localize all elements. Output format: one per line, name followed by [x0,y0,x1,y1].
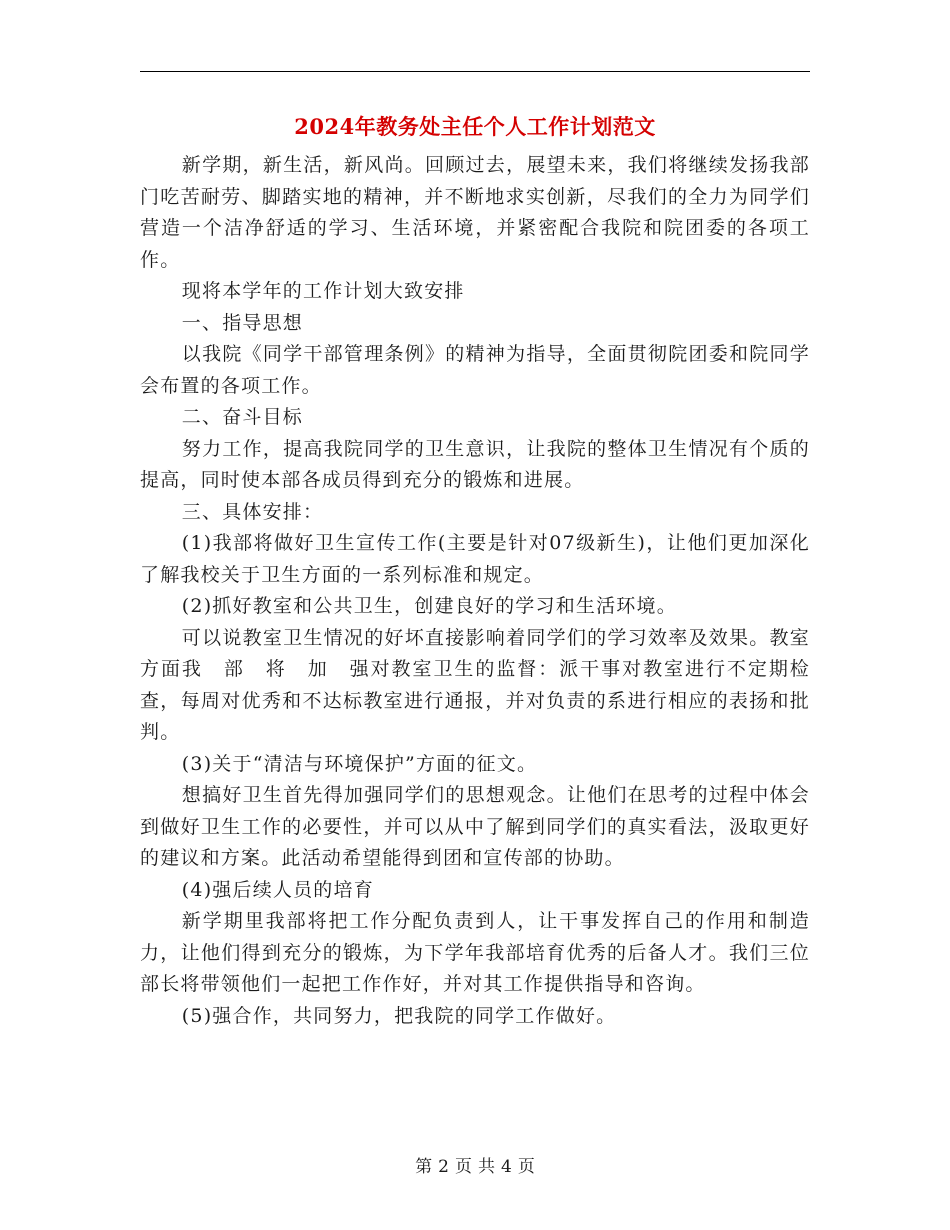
section-heading-arrangements: 三、具体安排： [181,500,324,523]
document-title: 2024年教务处主任个人工作计划范文 [294,114,656,139]
section-heading-guiding-thought: 一、指导思想 [181,311,303,334]
header-rule [140,71,810,72]
paragraph-staff-training: 新学期里我部将把工作分配负责到人，让干事发挥自己的作用和制造力，让他们得到充分的锻炼，为下学年我部培育优秀的后备人才。我们三位部长将带领他们一起把工作作好，并对其工作提供指导和咨询。 [140,910,810,995]
footer-total-suffix: 页 [517,1157,535,1177]
paragraph-plan-lead: 现将本学年的工作计划大致安排 [181,280,465,302]
paragraph-item-4: (4)强后续人员的培育 [181,878,374,901]
paragraph-item-2: (2)抓好教室和公共卫生，创建良好的学习和生活环境。 [181,595,677,617]
paragraph-item-1: (1)我部将做好卫生宣传工作(主要是针对07级新生)，让他们更加深化了解我校关于卫生方面的一系列标准和规定。 [140,532,810,586]
document-body [140,150,810,1032]
footer-page-prefix: 第 [415,1157,433,1177]
paragraph-item-3: (3)关于“清洁与环境保护”方面的征文。 [181,752,538,775]
paragraph-goals: 努力工作，提高我院同学的卫生意识，让我院的整体卫生情况有个质的提高，同时使本部各成员得到充分的锻炼和进展。 [140,437,810,491]
paragraph-guiding-thought: 以我院《同学干部管理条例》的精神为指导，全面贯彻院团委和院同学会布置的各项工作。 [140,343,810,397]
footer-page-mid: 页 [455,1157,472,1177]
page-footer [0,1152,950,1177]
paragraph-item-5: (5)强合作，共同努力，把我院的同学工作做好。 [181,1004,617,1027]
footer-page-number: 2 [438,1157,449,1177]
footer-total-pages: 4 [501,1157,512,1177]
section-heading-goals: 二、奋斗目标 [181,406,303,428]
paragraph-intro: 新学期，新生活，新风尚。回顾过去，展望未来，我们将继续发扬我部门吃苦耐劳、脚踏实地的精神，并不断地求实创新，尽我们的全力为同学们营造一个洁净舒适的学习、生活环境，并紧密配合我院和院团委的各项工作。 [140,154,810,271]
paragraph-essay-activity: 想搞好卫生首先得加强同学们的思想观念。让他们在思考的过程中体会到做好卫生工作的必要性，并可以从中了解到同学们的真实看法，汲取更好的建议和方案。此活动希望能得到团和宣传部的协助。 [140,784,810,869]
paragraph-classroom-hygiene: 可以说教室卫生情况的好坏直接影响着同学们的学习效率及效果。教室方面我 部 将 加 强对教室卫生的监督：派干事对教室进行不定期检查，每周对优秀和不达标教室进行通报，并对负责的系进行相应的表扬和批判。 [140,626,810,743]
footer-total-prefix: 共 [478,1157,495,1177]
